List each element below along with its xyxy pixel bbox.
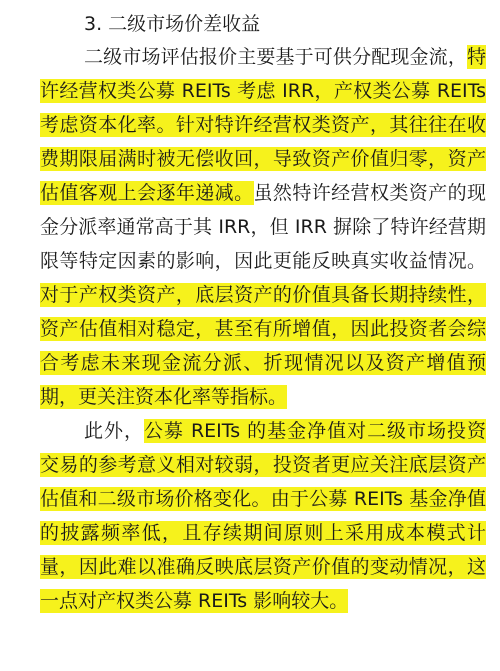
text-segment: 虽然特许经营权类资产的现金分派率通常高于其 IRR，但 IRR 摒除了特许经营期限等特定因素的影响，因此更能反映真实收益情况。: [40, 182, 486, 272]
text-segment: 此外，: [84, 420, 144, 442]
highlighted-text: 特许经营权类公募 REITs 考虑 IRR，产权类公募 REITs 考虑资本化率。针对特许经营权类资产，其往往在收费期限届满时被无偿收回，导致资产价值归零，资产估值客观上会逐年递减。: [40, 46, 486, 204]
paragraph-pricing-basis: [40, 40, 486, 414]
section-heading: 3. 二级市场价差收益: [84, 13, 261, 35]
text-segment: 二级市场评估报价主要基于可供分配现金流，: [84, 46, 467, 68]
paragraph-nav-reference: [40, 414, 486, 618]
document-page: [40, 8, 486, 618]
highlighted-text: 公募 REITs 的基金净值对二级市场投资交易的参考意义相对较弱，投资者更应关注底层资产估值和二级市场价格变化。由于公募 REITs 基金净值的披露频率低，且存续期间原则上采用成本模式计量，因此难以准确反映底层资产价值的变动情况，这一点对产权类公募 REITs 影响较大。: [40, 420, 486, 612]
highlighted-text: 对于产权类资产，底层资产的价值具备长期持续性，资产估值相对稳定，甚至有所增值，因此投资者会综合考虑未来现金流分派、折现情况以及资产增值预期，更关注资本化率等指标。: [40, 284, 486, 408]
